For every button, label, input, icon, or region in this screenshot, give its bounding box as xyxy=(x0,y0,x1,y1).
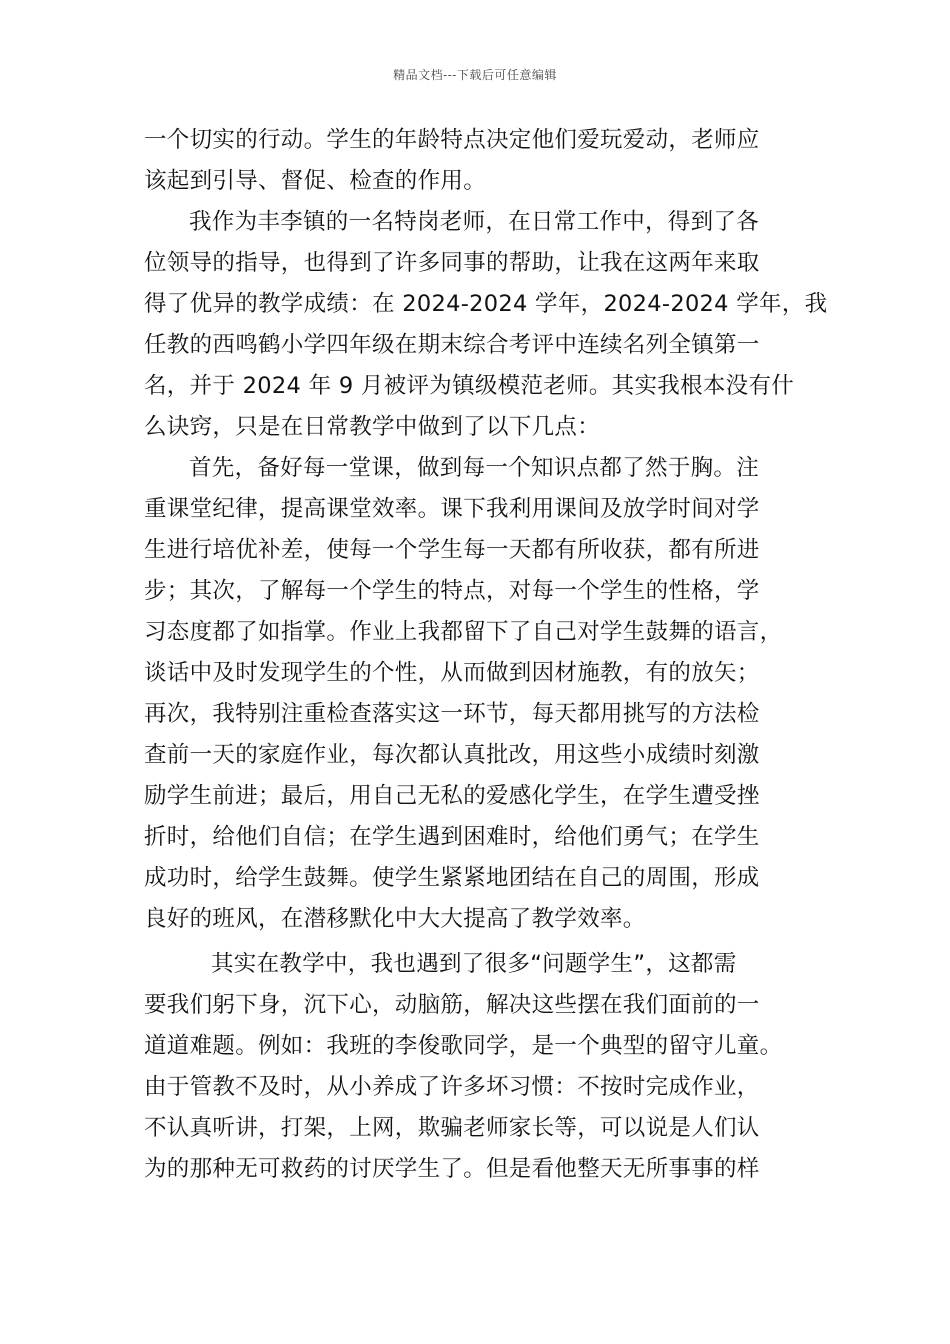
paragraph xyxy=(144,448,824,940)
text-line: 折时，给他们自信；在学生遇到困难时，给他们勇气；在学生 xyxy=(144,824,760,850)
document-body xyxy=(144,120,828,1190)
text-line: 其实在教学中，我也遇到了很多“问题学生”，这都需 xyxy=(211,951,737,977)
text-line: 位领导的指导，也得到了许多同事的帮助，让我在这两年来取 xyxy=(144,250,760,276)
text-line: 我作为丰李镇的一名特岗老师，在日常工作中，得到了各 xyxy=(189,209,760,235)
text-line: 任教的西鸣鹤小学四年级在期末综合考评中连续名列全镇第一 xyxy=(144,332,760,358)
text-line: 重课堂纪律，提高课堂效率。课下我利用课间及放学时间对学 xyxy=(144,496,760,522)
text-line: 由于管教不及时，从小养成了许多坏习惯：不按时完成作业， xyxy=(144,1074,760,1100)
text-line: 谈话中及时发现学生的个性，从而做到因材施教，有的放矢； xyxy=(144,660,760,686)
text-line: 得了优异的教学成绩：在 2024-2024 学年，2024-2024 学年，我 xyxy=(144,291,828,317)
text-line: 再次，我特别注重检查落实这一环节，每天都用挑写的方法检 xyxy=(144,701,760,727)
text-line: 不认真听讲，打架，上网，欺骗老师家长等，可以说是人们认 xyxy=(144,1115,760,1141)
paragraph xyxy=(144,944,824,1190)
text-line: 该起到引导、督促、检查的作用。 xyxy=(144,168,487,194)
text-line: 为的那种无可救药的讨厌学生了。但是看他整天无所事事的样 xyxy=(144,1156,760,1182)
text-line: 要我们躬下身，沉下心，动脑筋，解决这些摆在我们面前的一 xyxy=(144,992,760,1018)
paragraph xyxy=(144,120,824,202)
text-line: 生进行培优补差，使每一个学生每一天都有所收获，都有所进 xyxy=(144,537,760,563)
text-line: 良好的班风，在潜移默化中大大提高了教学效率。 xyxy=(144,906,646,932)
text-line: 道道难题。例如：我班的李俊歌同学，是一个典型的留守儿童。 xyxy=(144,1033,783,1059)
text-line: 一个切实的行动。学生的年龄特点决定他们爱玩爱动，老师应 xyxy=(144,127,760,153)
text-line: 成功时，给学生鼓舞。使学生紧紧地团结在自己的周围，形成 xyxy=(144,865,760,891)
text-line: 么诀窍，只是在日常教学中做到了以下几点： xyxy=(144,414,601,440)
text-line: 查前一天的家庭作业，每次都认真批改，用这些小成绩时刻激 xyxy=(144,742,760,768)
text-line: 首先，备好每一堂课，做到每一个知识点都了然于胸。注 xyxy=(189,455,760,481)
text-line: 习态度都了如指掌。作业上我都留下了自己对学生鼓舞的语言， xyxy=(144,619,783,645)
text-line: 励学生前进；最后，用自己无私的爱感化学生，在学生遭受挫 xyxy=(144,783,760,809)
page-header: 精品文档---下载后可任意编辑 xyxy=(393,68,557,82)
paragraph xyxy=(144,202,828,448)
text-line: 名，并于 2024 年 9 月被评为镇级模范老师。其实我根本没有什 xyxy=(144,373,795,399)
text-line: 步；其次，了解每一个学生的特点，对每一个学生的性格，学 xyxy=(144,578,760,604)
